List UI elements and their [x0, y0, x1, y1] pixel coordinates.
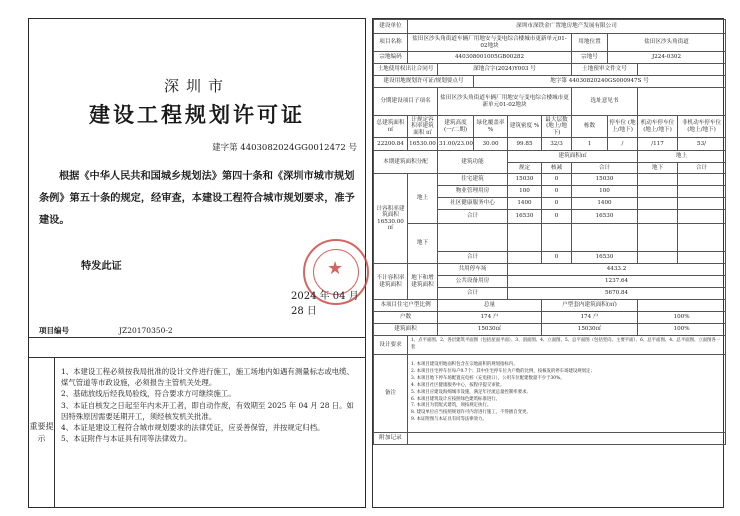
table-cell — [678, 186, 726, 198]
table-cell: 建筑面积㎡ — [508, 151, 638, 163]
note-item: 3、本证自核发之日起至年内未开工者，即自动作废，有效期至 2025 年 04 月 28 日。如因特殊原因需要延期开工，须经核发机关批准。 — [61, 400, 354, 421]
table-cell: 选址意见书 — [572, 88, 638, 116]
table-cell: 32/3 — [542, 138, 572, 151]
important-notes — [29, 357, 365, 508]
table-cell: 栋数 — [572, 116, 608, 138]
table-cell: 最大层数 (地上/地下) — [542, 116, 572, 138]
remarks: 1. 本项目建设用地面积包含在宗地面积的规划指标内。 2. 本项目住宅停车位每户0.7个；其中住宅停车位为户数的比例，按核发的停车场建设规划定； 3. 本项目地下停车场配置充电桩（充电接口），公用车位配建数量不少于30%。 4. 本项目社区健康服务中心，按程序提交审批。 5. 本项目应建设海绵城市设施，满足年径流总量控制率要求。 6. 本项目建筑设计应按照绿色建筑标准进行。 7. 本项目为装配式建筑，须按规定执行。 8. 建设单位应当按照规划许可内容进行施工，不得擅自变更。 9. 本证附图与本证具有同等法律效力。 — [408, 354, 726, 432]
table-cell: 本项目住宅户型比例 — [374, 300, 438, 312]
table-cell — [678, 210, 726, 224]
table-cell: 合计 — [438, 210, 508, 224]
permit-front-page — [28, 18, 366, 508]
table-cell — [408, 432, 726, 444]
table-cell: 15030㎡ — [542, 324, 638, 336]
table-cell: 分期建设项目子项名 — [374, 88, 438, 116]
table-cell: 0 — [542, 174, 572, 186]
table-cell: 16530 — [508, 210, 542, 224]
table-cell: 项目名称 — [374, 34, 408, 52]
table-cell — [638, 198, 678, 210]
table-cell: 地上 — [408, 174, 438, 224]
permit-detail-page — [372, 18, 724, 508]
table-cell: 总建筑面积 ㎡ — [374, 116, 408, 138]
land-location: 盐田区沙头角街道 — [608, 34, 726, 52]
table-cell: 地上 — [638, 151, 726, 163]
table-cell: 建筑功能 — [438, 151, 508, 174]
table-cell: 1237.64 — [508, 276, 726, 288]
table-cell: 174 户 — [438, 312, 542, 324]
table-cell: 建筑面积 — [374, 324, 438, 336]
project-name: 盐田区沙头角街道车辆厂用地安与变电综合楼城市更新单元01-02地块 — [408, 34, 572, 52]
table-cell — [508, 224, 542, 252]
table-cell: 53/ — [678, 138, 726, 151]
project-number-row: 项目编号 JZ20170350-2 — [39, 326, 173, 335]
table-cell: 合计 — [438, 288, 508, 300]
table-cell: 停车位 (地上/地下) — [608, 116, 638, 138]
table-cell — [638, 300, 726, 312]
table-cell: 户型套内建筑面积(㎡) — [542, 300, 638, 312]
table-cell: 建设单位 — [374, 20, 408, 34]
note-item: 4、本证是建设工程符合城市规划要求的法律凭证，应妥善保管，并按规定归档。 — [61, 423, 325, 433]
table-cell: 绿化覆盖率 % — [474, 116, 508, 138]
table-cell — [638, 252, 678, 264]
table-cell: 100 — [572, 186, 638, 198]
table-cell: 本期建筑面积分配 — [374, 151, 438, 174]
table-cell: 规定 — [508, 163, 542, 174]
note-item: 5、本证附件与本证具有同等法律效力。 — [61, 434, 192, 444]
table-cell — [678, 174, 726, 186]
table-cell: 5670.84 — [508, 288, 726, 300]
table-cell — [638, 224, 678, 252]
table-cell: 30.00 — [474, 138, 508, 151]
table-cell: 用地位置 — [572, 34, 608, 52]
table-cell: 建筑高度 (一/二期) — [438, 116, 474, 138]
table-cell: 22200.84 — [374, 138, 408, 151]
table-cell: 地下 — [408, 224, 438, 264]
table-cell: 15030 — [508, 174, 542, 186]
table-cell: 0 — [542, 198, 572, 210]
table-cell: 地下和增建筑面积 — [408, 264, 438, 300]
table-cell: 合计 — [678, 163, 726, 174]
table-cell: 1400 — [572, 198, 638, 210]
table-cell: 附加记录 — [374, 432, 408, 444]
table-cell — [572, 224, 638, 252]
table-cell: 1 — [572, 138, 608, 151]
table-cell: 宗地编码 — [374, 52, 408, 64]
capacity-label: 计容积率建筑面积 16530.00㎡ — [374, 174, 408, 264]
table-cell: 土地使用权出让合同号 — [374, 64, 438, 76]
table-cell: 16530.00 — [408, 138, 438, 151]
table-cell — [638, 186, 678, 198]
table-cell: 机动车停车位 (地上/地下) — [638, 116, 678, 138]
table-cell — [438, 224, 508, 252]
table-cell — [508, 252, 542, 264]
table-cell — [638, 64, 726, 76]
non-capacity-label: 不计容积率建筑面积 — [374, 264, 408, 300]
issue-statement: 特发此证 — [81, 260, 122, 272]
project-number: JZ20170350-2 — [119, 326, 173, 335]
permit-number: 建字第 4403082024GG0012472 号 — [212, 143, 357, 153]
table-cell: 0 — [542, 210, 572, 224]
table-cell — [638, 174, 678, 186]
table-cell: 核减 — [542, 163, 572, 174]
table-cell: 合计 — [438, 252, 508, 264]
table-cell: 15030㎡ — [438, 324, 542, 336]
table-cell — [638, 210, 678, 224]
issue-date: 2024 年 04 月 28 日 — [291, 291, 359, 317]
table-cell — [678, 252, 726, 264]
table-cell: 100% — [638, 312, 726, 324]
divider — [29, 337, 365, 338]
lot-code: 440308001005GB00282 — [408, 52, 572, 64]
table-cell: 设计要求 — [374, 336, 408, 355]
table-cell — [542, 224, 572, 252]
table-cell: 16530 — [572, 210, 638, 224]
star-icon: ★ — [327, 258, 344, 279]
table-cell: 建设用地规划许可证/规划要点号 — [374, 76, 474, 88]
land-permit-number: 地字第 44030820240GS000947S 号 — [474, 76, 726, 88]
table-cell — [638, 88, 726, 116]
note-item: 2、基础放线后经我局验线，符合要求方可继续施工。 — [61, 389, 236, 399]
table-cell: 共用停车场 — [438, 264, 508, 276]
table-cell: 100% — [638, 324, 726, 336]
lot-number: J224-0302 — [608, 52, 726, 64]
builder-name: 深圳市深铁金广置地房地产发展有限公司 — [408, 20, 726, 34]
table-cell — [678, 224, 726, 252]
table-cell: 住宅建筑 — [438, 174, 508, 186]
table-cell: 社区健康服务中心 — [438, 198, 508, 210]
table-cell: 备注 — [374, 354, 408, 432]
table-cell: 土地预审文件文号 — [572, 64, 638, 76]
design-requirements: 1、点平面图、2、各层建筑平面图（包括屋面平面）、3、剖面图、4、立面图、5、总平面图（包括竖向、主要平面）、6、总平面图、4、总平面图、立面图各一套 — [408, 336, 726, 355]
notes-label: 重要提示 — [29, 358, 55, 508]
table-cell: 非机动车停车位 (地上/地下) — [678, 116, 726, 138]
indicator-values — [374, 138, 726, 151]
table-cell: 99.85 — [508, 138, 542, 151]
table-cell: 合计 — [572, 163, 638, 174]
table-cell: 建筑密度 % — [508, 116, 542, 138]
issuing-city: 深圳市 — [163, 77, 230, 95]
note-item: 1、本建设工程必须按我局批准的设计文件进行施工，施工场地内如遇有测量标志或电缆、煤气管道等市政设施，必须报告主管机关处理。 — [61, 367, 354, 388]
table-cell: 宗地号 — [572, 52, 608, 64]
table-cell: 户数 — [374, 312, 438, 324]
permit-title: 建设工程规划许可证 — [89, 102, 305, 127]
notes-text — [61, 366, 359, 444]
table-cell: 总量 — [438, 300, 542, 312]
permit-body: 根据《中华人民共和国城乡规划法》第四十条和《深圳市城市规划条例》第五十条的规定，经审查，本建设工程符合城市规划要求，准予建设。 — [39, 170, 355, 226]
table-cell: 物业管理用房 — [438, 186, 508, 198]
table-cell: 0 — [542, 186, 572, 198]
table-cell: 174 户 — [542, 312, 638, 324]
table-cell: / — [608, 138, 638, 151]
table-cell: 100 — [508, 186, 542, 198]
permit-detail-table — [373, 19, 726, 445]
table-cell: 31.00/23.00 — [438, 138, 474, 151]
table-cell: 4433.2 — [508, 264, 726, 276]
table-cell: 地下 — [638, 163, 678, 174]
sub-project-name: 盐田区沙头角街道车辆厂用地安与变电综合楼城市更新单元01-02地块 — [438, 88, 572, 116]
table-cell: 16530 — [572, 252, 638, 264]
contract-number: 深地合字(2024)Y003 号 — [438, 64, 572, 76]
table-cell: 1400 — [508, 198, 542, 210]
table-cell — [678, 198, 726, 210]
table-cell: 15030 — [572, 174, 638, 186]
table-cell: 公共设备用房 — [438, 276, 508, 288]
table-cell: /117 — [638, 138, 678, 151]
table-cell: 计规定容积率建筑面积 ㎡ — [408, 116, 438, 138]
table-cell: 0 — [542, 252, 572, 264]
